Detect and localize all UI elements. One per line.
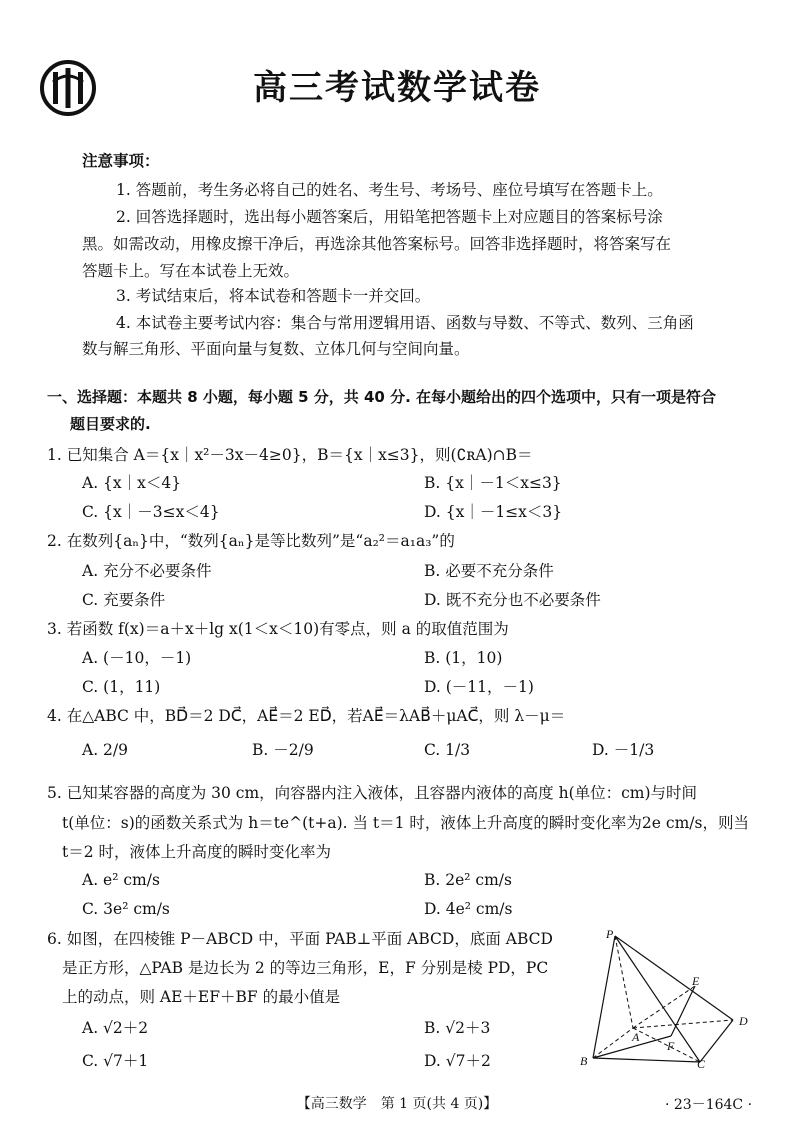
notes-heading: 注意事项： xyxy=(82,152,160,170)
q6-option-c: C. √7＋1 xyxy=(82,1052,149,1070)
q6-stem-line-2: 是正方形，△PAB 是边长为 2 的等边三角形，E，F 分别是棱 PD，PC xyxy=(62,959,549,977)
q2-option-b: B. 必要不充分条件 xyxy=(424,562,554,580)
label-b: B xyxy=(580,1054,588,1068)
note-4-line-2: 数与解三角形、平面向量与复数、立体几何与空间向量。 xyxy=(82,340,470,358)
pyramid-figure xyxy=(575,928,760,1068)
section-heading-line-2: 题目要求的. xyxy=(70,415,151,433)
q3-option-d: D. (－11，－1) xyxy=(424,678,534,696)
q4-stem: 4. 在△ABC 中，BD⃗＝2 DC⃗，AE⃗＝2 ED⃗，若AE⃗＝λAB⃗＋μAC⃗，则 λ－μ＝ xyxy=(47,707,566,725)
page-footer: 【高三数学 第 1 页(共 4 页)】 xyxy=(296,1096,498,1112)
q1-option-d: D. {x｜－1≤x＜3} xyxy=(424,503,563,521)
q3-stem: 3. 若函数 f(x)＝a＋x＋lg x(1＜x＜10)有零点，则 a 的取值范围为 xyxy=(47,620,509,638)
q4-option-b: B. －2/9 xyxy=(252,741,314,759)
q1-option-c: C. {x｜－3≤x＜4} xyxy=(82,503,220,521)
q5-stem-line-2: t(单位：s)的函数关系式为 h＝te^(t+a). 当 t＝1 时，液体上升高度的瞬时变化率为2e cm/s，则当 xyxy=(62,814,749,832)
label-c: C xyxy=(697,1057,706,1068)
q2-stem: 2. 在数列{aₙ}中，“数列{aₙ}是等比数列”是“a₂²＝a₁a₃”的 xyxy=(47,532,455,550)
label-d: D xyxy=(739,1014,748,1028)
label-a: A xyxy=(632,1030,640,1044)
q6-stem-line-3: 上的动点，则 AE＋EF＋BF 的最小值是 xyxy=(62,988,341,1006)
note-2-line-3: 答题卡上。写在本试卷上无效。 xyxy=(82,262,300,280)
q2-option-c: C. 充要条件 xyxy=(82,591,166,609)
note-2-line-1: 2. 回答选择题时，选出每小题答案后，用铅笔把答题卡上对应题目的答案标号涂 xyxy=(116,208,663,226)
q1-option-a: A. {x｜x＜4} xyxy=(82,474,182,492)
q6-option-a: A. √2＋2 xyxy=(82,1019,149,1037)
q5-stem-line-3: t＝2 时，液体上升高度的瞬时变化率为 xyxy=(62,843,332,861)
q3-option-a: A. (－10，－1) xyxy=(82,649,192,667)
label-f: F xyxy=(667,1039,675,1053)
q6-option-b: B. √2＋3 xyxy=(424,1019,491,1037)
q4-option-c: C. 1/3 xyxy=(424,741,471,759)
q5-option-b: B. 2e² cm/s xyxy=(424,871,512,889)
q1-stem: 1. 已知集合 A＝{x｜x²－3x－4≥0}，B＝{x｜x≤3}，则(∁ʀA)∩B＝ xyxy=(47,446,533,464)
q5-stem-line-1: 5. 已知某容器的高度为 30 cm，向容器内注入液体，且容器内液体的高度 h(单位：cm)与时间 xyxy=(47,784,698,802)
q5-option-a: A. e² cm/s xyxy=(82,871,160,889)
q2-option-a: A. 充分不必要条件 xyxy=(82,562,212,580)
note-1: 1. 答题前，考生务必将自己的姓名、考生号、考场号、座位号填写在答题卡上。 xyxy=(116,181,663,199)
q6-stem-line-1: 6. 如图，在四棱锥 P－ABCD 中，平面 PAB⊥平面 ABCD，底面 ABCD xyxy=(47,930,553,948)
q5-option-c: C. 3e² cm/s xyxy=(82,900,170,918)
q4-option-d: D. －1/3 xyxy=(592,741,655,759)
page-title: 高三考试数学试卷 xyxy=(253,68,541,108)
q5-option-d: D. 4e² cm/s xyxy=(424,900,513,918)
label-p: P xyxy=(606,928,614,941)
note-4-line-1: 4. 本试卷主要考试内容：集合与常用逻辑用语、函数与导数、不等式、数列、三角函 xyxy=(116,314,694,332)
q3-option-c: C. (1，11) xyxy=(82,678,161,696)
section-heading-line-1: 一、选择题：本题共 8 小题，每小题 5 分，共 40 分. 在每小题给出的四个选项中，只有一项是符合 xyxy=(47,388,717,406)
q2-option-d: D. 既不充分也不必要条件 xyxy=(424,591,601,609)
label-e: E xyxy=(692,974,700,988)
paper-code: · 23－164C · xyxy=(665,1097,753,1113)
q4-option-a: A. 2/9 xyxy=(82,741,128,759)
q6-option-d: D. √7＋2 xyxy=(424,1052,491,1070)
q1-option-b: B. {x｜－1＜x≤3} xyxy=(424,474,562,492)
q3-option-b: B. (1，10) xyxy=(424,649,503,667)
note-3: 3. 考试结束后，将本试卷和答题卡一并交回。 xyxy=(116,287,431,305)
note-2-line-2: 黑。如需改动，用橡皮擦干净后，再选涂其他答案标号。回答非选择题时，将答案写在 xyxy=(82,235,672,253)
